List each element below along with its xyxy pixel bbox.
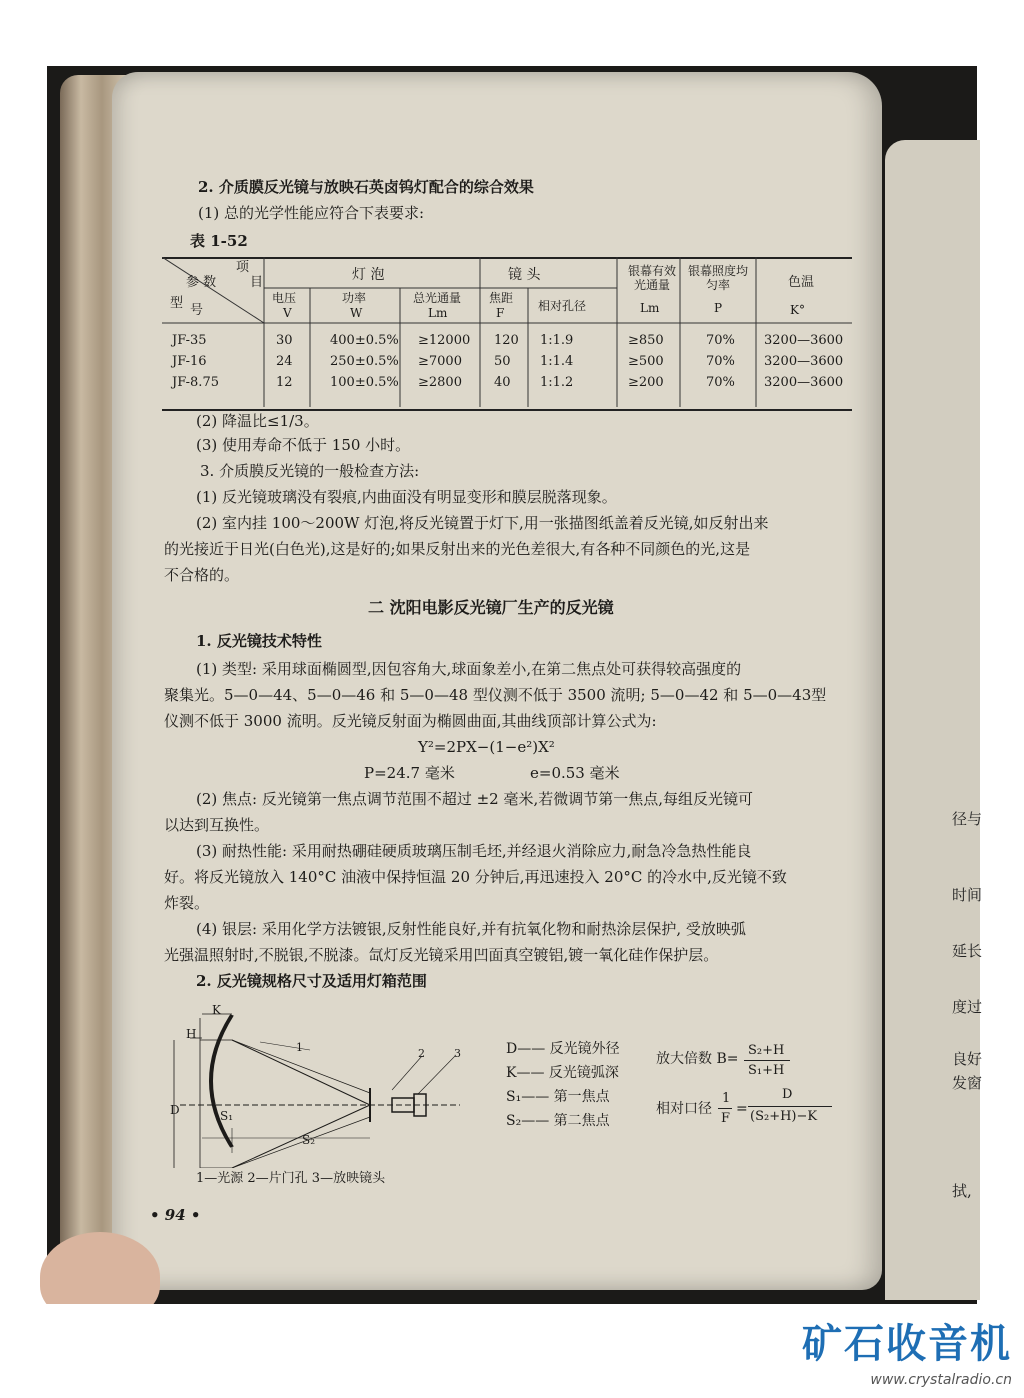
inspection-p2b: 的光接近于日光(白色光),这是好的;如果反射出来的光色差很大,有各种不同颜色的光,这是 xyxy=(164,540,751,558)
watermark-logo: 矿石收音机 xyxy=(802,1321,1012,1367)
formula-e: e=0.53 毫米 xyxy=(530,764,620,782)
reflector-diagram xyxy=(160,998,480,1168)
tech-heading: 1. 反光镜技术特性 xyxy=(196,632,322,650)
heat-p1: (3) 耐热性能: 采用耐热硼硅硬质玻璃压制毛坯,并经退火消除应力,耐急冷急热性能良 xyxy=(196,842,752,860)
aperture-frac-den: F xyxy=(721,1111,731,1126)
watermark-url: www.crystalradio.cn xyxy=(870,1372,1012,1388)
label-k: K xyxy=(212,1003,221,1017)
legend-s2: S₂—— 第二焦点 xyxy=(506,1113,610,1129)
reflector-curve xyxy=(211,1015,232,1147)
right-page-fragment: 发窗 xyxy=(952,1074,983,1092)
cell-w: 400±0.5% xyxy=(330,333,399,348)
label-1: 1 xyxy=(296,1041,303,1054)
magnification-label: 放大倍数 B= xyxy=(656,1051,739,1067)
unit-k: K° xyxy=(790,303,805,317)
inspection-p2c: 不合格的。 xyxy=(164,566,240,584)
magnification-bar xyxy=(744,1060,790,1061)
focus-p2: 以达到互换性。 xyxy=(164,816,270,834)
heat-p2: 好。将反光镜放入 140°C 油液中保持恒温 20 分钟后,再迅速投入 20°C 的冷水中,反光镜不致 xyxy=(164,868,787,886)
right-page-fragment: 良好 xyxy=(952,1050,983,1068)
label-h: H xyxy=(186,1027,197,1041)
right-page xyxy=(885,140,983,1300)
cell-f: 50 xyxy=(494,354,511,369)
right-page-fragment: 径与 xyxy=(952,810,983,828)
sub-power-unit: W xyxy=(350,306,363,320)
lifetime: (3) 使用寿命不低于 150 小时。 xyxy=(196,436,411,454)
silver-p1: (4) 银层: 采用化学方法镀银,反射性能良好,并有抗氧化物和耐热涂层保护, 受放映弧 xyxy=(196,920,746,938)
sub-totalflux: 总光通量 xyxy=(413,291,462,305)
cell-v: 30 xyxy=(276,333,293,348)
label-s2: S₂ xyxy=(302,1133,316,1147)
label-s1: S₁ xyxy=(220,1109,234,1123)
sub-focal-unit: F xyxy=(496,306,505,320)
type-p3: 仪测不低于 3000 流明。反光镜反射面为椭圆曲面,其曲线顶部计算公式为: xyxy=(164,712,657,730)
cell-k: 3200—3600 xyxy=(764,354,844,369)
col-uniformity: 银幕照度均匀率 xyxy=(687,264,748,293)
corner-mid: 参 数 xyxy=(186,275,217,290)
type-p1: (1) 类型: 采用球面椭圆型,因包容角大,球面象差小,在第二焦点处可获得较高强度的 xyxy=(196,660,742,678)
cell-p: 70% xyxy=(706,375,735,390)
aperture-eq: = xyxy=(736,1101,748,1117)
aperture-num: D xyxy=(782,1087,793,1102)
cell-k: 3200—3600 xyxy=(764,375,844,390)
cell-screen: ≥200 xyxy=(628,375,664,390)
aperture-bar xyxy=(748,1106,832,1107)
cell-ap: 1:1.9 xyxy=(540,333,574,348)
cell-lm: ≥2800 xyxy=(418,375,462,390)
sub-totalflux-unit: Lm xyxy=(428,306,448,320)
formula-curve: Y²=2PX−(1−e²)X² xyxy=(418,738,555,756)
cooling-ratio: (2) 降温比≤1/3。 xyxy=(196,412,319,430)
sub-voltage: 电压 xyxy=(272,291,297,305)
cell-model: JF-35 xyxy=(172,333,207,348)
type-p2: 聚集光。5—0—44、5—0—46 和 5—0—48 型仪测不低于 3500 流明; 5—0—42 和 5—0—43型 xyxy=(164,686,827,704)
right-page-fragment: 延长 xyxy=(952,942,983,960)
section-heading: 2. 介质膜反光镜与放映石英卤钨灯配合的综合效果 xyxy=(198,178,534,196)
requirement-intro: (1) 总的光学性能应符合下表要求: xyxy=(198,204,425,222)
right-page-fragment: 拭, xyxy=(952,1182,972,1200)
inspection-heading: 3. 介质膜反光镜的一般检查方法: xyxy=(200,462,420,480)
cell-v: 24 xyxy=(276,354,293,369)
cell-f: 40 xyxy=(494,375,511,390)
group-lamp: 灯 泡 xyxy=(352,267,385,283)
magnification-num: S₂+H xyxy=(748,1043,785,1058)
right-page-fragment: 时间 xyxy=(952,886,983,904)
cell-p: 70% xyxy=(706,333,735,348)
corner-top2: 目 xyxy=(250,275,264,290)
aperture-label: 相对口径 xyxy=(656,1101,712,1117)
heat-p3: 炸裂。 xyxy=(164,894,210,912)
cell-k: 3200—3600 xyxy=(764,333,844,348)
spec-heading: 2. 反光镜规格尺寸及适用灯箱范围 xyxy=(196,972,427,990)
col-screen-flux: 银幕有效光通量 xyxy=(627,264,676,293)
table-label: 表 1-52 xyxy=(190,232,248,250)
sub-focal: 焦距 xyxy=(489,291,514,305)
focus-p1: (2) 焦点: 反光镜第一焦点调节范围不超过 ±2 毫米,若微调节第一焦点,每组反光镜可 xyxy=(196,790,754,808)
formula-p: P=24.7 毫米 xyxy=(364,764,455,782)
cell-screen: ≥850 xyxy=(628,333,664,348)
legend-s1: S₁—— 第一焦点 xyxy=(506,1089,610,1105)
cell-ap: 1:1.2 xyxy=(540,375,574,390)
corner-bot1: 型 xyxy=(170,296,184,311)
magnification-den: S₁+H xyxy=(748,1063,785,1078)
aperture-den: (S₂+H)−K xyxy=(750,1109,818,1124)
cell-f: 120 xyxy=(494,333,519,348)
unit-lm: Lm xyxy=(640,301,660,315)
right-page-fragment: 度过 xyxy=(952,998,983,1016)
unit-p: P xyxy=(714,301,723,315)
aperture-frac-bar xyxy=(718,1108,732,1109)
cell-w: 250±0.5% xyxy=(330,354,399,369)
group-lens: 镜 头 xyxy=(508,267,541,283)
page-number: • 94 • xyxy=(150,1206,201,1224)
inspection-p2a: (2) 室内挂 100～200W 灯泡,将反光镜置于灯下,用一张描图纸盖着反光镜,如反射出来 xyxy=(196,514,769,532)
label-2: 2 xyxy=(418,1047,425,1060)
diagram-caption: 1—光源 2—片门孔 3—放映镜头 xyxy=(196,1171,386,1186)
legend-k: K—— 反光镜弧深 xyxy=(506,1065,619,1081)
cell-screen: ≥500 xyxy=(628,354,664,369)
corner-top: 项 xyxy=(236,260,250,275)
legend-d: D—— 反光镜外径 xyxy=(506,1041,620,1057)
cell-ap: 1:1.4 xyxy=(540,354,574,369)
sub-power: 功率 xyxy=(342,291,367,305)
sub-aperture: 相对孔径 xyxy=(538,299,587,313)
cell-w: 100±0.5% xyxy=(330,375,399,390)
sub-voltage-unit: V xyxy=(283,306,292,320)
label-d: D xyxy=(170,1103,180,1117)
label-3: 3 xyxy=(454,1047,461,1060)
inspection-p1: (1) 反光镜玻璃没有裂痕,内曲面没有明显变形和膜层脱落现象。 xyxy=(196,488,617,506)
aperture-frac-num: 1 xyxy=(722,1091,731,1106)
cell-lm: ≥7000 xyxy=(418,354,462,369)
chapter-heading: 二 沈阳电影反光镜厂生产的反光镜 xyxy=(368,598,614,617)
cell-model: JF-8.75 xyxy=(172,375,219,390)
cell-v: 12 xyxy=(276,375,293,390)
cell-p: 70% xyxy=(706,354,735,369)
cell-model: JF-16 xyxy=(172,354,207,369)
cell-lm: ≥12000 xyxy=(418,333,471,348)
silver-p2: 光强温照射时,不脱银,不脱漆。氙灯反光镜采用凹面真空镀铝,镀一氧化硅作保护层。 xyxy=(164,946,719,964)
col-colortemp: 色温 xyxy=(788,275,815,290)
corner-bot2: 号 xyxy=(190,303,204,318)
